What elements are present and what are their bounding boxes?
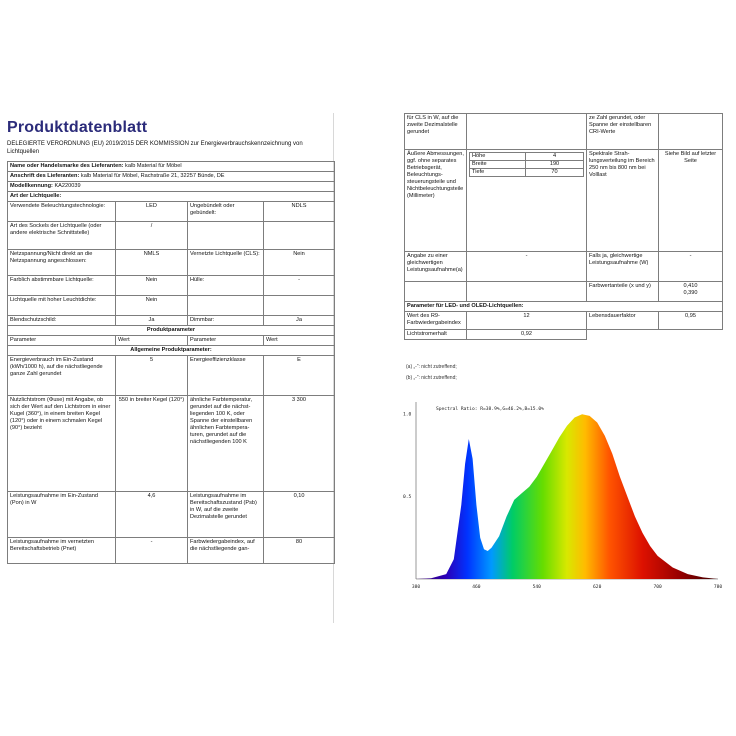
x-tick-label: 380 — [411, 585, 421, 590]
row-value: NMLS — [116, 250, 188, 276]
row-value: E — [264, 356, 335, 396]
column-header: Wert — [116, 336, 188, 346]
row-value: Ja — [116, 316, 188, 326]
row-label: Blendschutzschild: — [8, 316, 116, 326]
row-value: 4,6 — [116, 492, 188, 538]
spectral-distribution-chart — [400, 396, 725, 601]
spectrum-value: Siehe Bild auf letzter Seite — [659, 150, 723, 252]
row-label: Lichtquelle mit hoher Leuchtdichte: — [8, 296, 116, 316]
x-tick-label: 620 — [593, 585, 602, 590]
row-value: 0,95 — [659, 312, 723, 330]
row-value: 550 in breiter Kegel (120°) — [116, 396, 188, 492]
dimension-row — [470, 161, 584, 169]
table-row — [405, 252, 723, 282]
dimension-name: Tiefe — [470, 169, 526, 177]
row-value — [467, 114, 587, 150]
row-value: 80 — [264, 538, 335, 564]
table-row — [8, 202, 335, 222]
column-header: Parameter — [8, 336, 116, 346]
row-label: Energieverbrauch im Ein-Zustand (kWh/1000 h), auf die nächstliegende ganze Zahl gerundet — [8, 356, 116, 396]
row-label: Netzspannung/Nicht direkt an die Netzspannung angeschlossen: — [8, 250, 116, 276]
supplier-address-row — [8, 172, 335, 182]
row-label: Vernetzte Lichtquelle (CLS): — [188, 250, 264, 276]
row-label: Art des Sockels der Lichtquelle (oder andere elektrische Schnittstelle) — [8, 222, 116, 250]
page-title: Produktdatenblatt — [7, 119, 148, 136]
row-value — [467, 282, 587, 302]
dimension-row — [470, 169, 584, 177]
row-value: Nein — [264, 250, 335, 276]
x-tick-label: 540 — [532, 585, 541, 590]
footnote-a: (a) „-“: nicht zutreffend; — [406, 364, 457, 370]
dimensions-table — [469, 152, 584, 177]
row-label: Verwendete Beleuchtungstechnologie: — [8, 202, 116, 222]
row-value: 5 — [116, 356, 188, 396]
table-row — [405, 312, 723, 330]
row-label: Lebensdauerfaktor — [587, 312, 659, 330]
table-row — [8, 492, 335, 538]
row-label: ze Zahl gerundet, oder Spanne der einstellbaren CRI-Werte — [587, 114, 659, 150]
row-label: für CLS in W, auf die zweite Dezimalstelle gerundet — [405, 114, 467, 150]
table-row — [8, 396, 335, 492]
row-value: 12 — [467, 312, 587, 330]
row-value: Nein — [116, 296, 188, 316]
row-value — [659, 282, 723, 302]
led-header-row — [405, 302, 723, 312]
row-value: - — [467, 252, 587, 282]
row-value: Ja — [264, 316, 335, 326]
row-value: 0,10 — [264, 492, 335, 538]
row-value: Nein — [116, 276, 188, 296]
row-label: Leistungsaufnahme im vernetzten Bereitschaftsbetrieb (Pnet) — [8, 538, 116, 564]
row-label: Farblich abstimmbare Lichtquelle: — [8, 276, 116, 296]
dimension-value: 190 — [526, 161, 584, 169]
row-label — [405, 282, 467, 302]
row-label: Leistungsaufnahme im Ein-Zustand (Pon) in W — [8, 492, 116, 538]
row-label: Dimmbar: — [188, 316, 264, 326]
row-label: Leistungsaufnahme im Bereitschaftszustand (Psb) in W, auf die zweite Dezimalstelle gerundet — [188, 492, 264, 538]
row-label — [188, 296, 264, 316]
model-label: Modellkennung: — [10, 183, 53, 189]
row-label: Wert des R9-Farbwiedergabeindex — [405, 312, 467, 330]
x-tick-label: 460 — [472, 585, 481, 590]
supplier-name-row — [8, 162, 335, 172]
model-row — [8, 182, 335, 192]
product-data-table — [7, 161, 335, 564]
table-row — [8, 222, 335, 250]
row-value: - — [116, 538, 188, 564]
row-label: Energieeffizienzklasse — [188, 356, 264, 396]
row-label — [188, 222, 264, 250]
y-tick-label: 0.5 — [403, 495, 412, 501]
row-value: / — [116, 222, 188, 250]
supplier-address-label: Anschrift des Lieferanten: — [10, 173, 80, 179]
row-label: Hülle: — [188, 276, 264, 296]
led-header: Parameter für LED- und OLED-Lichtquellen: — [405, 302, 723, 312]
row-label: Angabe zu einer gleichwertigen Leistungsaufnahme(a) — [405, 252, 467, 282]
dimensions-cell — [467, 150, 587, 252]
row-label: Nutzlichtstrom (Φuse) mit Angabe, ob sich der Wert auf den Lichtstrom in einer Kugel (360°), in einem breiten Kegel (120°) oder in einem schmalen Kegel (90°) bezieht — [8, 396, 116, 492]
dimensions-label: Äußere Abmessungen, ggf. ohne separates Betriebsgerät, Beleuchtungssteuerungsteile und Nichtbeleuchtungsteile (Millimeter) — [405, 150, 467, 252]
chart-title: Spectral Ratio: R=38.9%,G=46.2%,B=15.0% — [436, 407, 544, 412]
model-value: KA220039 — [54, 183, 81, 189]
row-value: 3 300 — [264, 396, 335, 492]
x-tick-label: 780 — [713, 585, 723, 590]
type-header: Art der Lichtquelle: — [8, 192, 335, 202]
dimension-value: 4 — [526, 153, 584, 161]
chroma-x: 0,410 — [683, 283, 698, 289]
dimension-name: Breite — [470, 161, 526, 169]
row-value — [659, 114, 723, 150]
y-tick-label: 1.0 — [403, 412, 412, 418]
left-page — [3, 113, 334, 623]
chroma-y: 0,390 — [683, 290, 698, 296]
params-header: Produktparameter — [8, 326, 335, 336]
empty-cell — [659, 330, 723, 340]
row-label: Farbwertanteile (x und y) — [587, 282, 659, 302]
empty-cell — [587, 330, 659, 340]
row-value: - — [659, 252, 723, 282]
row-value: NDLS — [264, 202, 335, 222]
row-label: Lichtstromerhalt — [405, 330, 467, 340]
spectrum-label: Spektrale Strahlungsverteilung im Bereich 250 nm bis 800 nm bei Volllast — [587, 150, 659, 252]
row-value: LED — [116, 202, 188, 222]
dimension-row — [470, 153, 584, 161]
supplier-name-value: kalb Material für Möbel — [125, 163, 182, 169]
dimension-name: Höhe — [470, 153, 526, 161]
regulation-subtitle: DELEGIERTE VERORDNUNG (EU) 2019/2015 DER KOMMISSION zur Energieverbrauchskennzeichnung von Lichtquellen — [7, 141, 303, 155]
column-header: Parameter — [188, 336, 264, 346]
params-header-row — [8, 326, 335, 336]
row-label: Ungebündelt oder gebündelt: — [188, 202, 264, 222]
column-header-row — [8, 336, 335, 346]
row-value: - — [264, 276, 335, 296]
table-row — [405, 282, 723, 302]
column-header: Wert — [264, 336, 335, 346]
table-row — [405, 330, 723, 340]
supplier-name-label: Name oder Handelsmarke des Lieferanten: — [10, 163, 124, 169]
row-label: ähnliche Farbtemperatur, gerundet auf die nächstliegenden 100 K, oder Spanne der einstellbaren ähnlichen Farbtemperaturen, gerundet auf die nächstliegenden 100 K — [188, 396, 264, 492]
table-row — [8, 276, 335, 296]
row-label: Falls ja, gleichwertige Leistungsaufnahme (W) — [587, 252, 659, 282]
row-value: 0,92 — [467, 330, 587, 340]
table-row — [8, 316, 335, 326]
row-value — [264, 296, 335, 316]
product-data-table-continued — [404, 113, 723, 340]
table-row — [8, 296, 335, 316]
table-row — [405, 114, 723, 150]
general-header: Allgemeine Produktparameter: — [8, 346, 335, 356]
x-tick-label: 700 — [653, 585, 662, 590]
right-page — [400, 113, 725, 623]
row-label: Farbwiedergabeindex, auf die nächstliegende gan- — [188, 538, 264, 564]
type-header-row — [8, 192, 335, 202]
row-value — [264, 222, 335, 250]
table-row — [8, 538, 335, 564]
table-row — [8, 356, 335, 396]
general-header-row — [8, 346, 335, 356]
table-row — [8, 250, 335, 276]
dimensions-row — [405, 150, 723, 252]
footnote-b: (b) „-“: nicht zutreffend; — [406, 375, 457, 381]
supplier-address-value: kalb Material für Möbel, Rachstraße 21, 32257 Bünde, DE — [80, 173, 225, 179]
dimension-value: 70 — [526, 169, 584, 177]
